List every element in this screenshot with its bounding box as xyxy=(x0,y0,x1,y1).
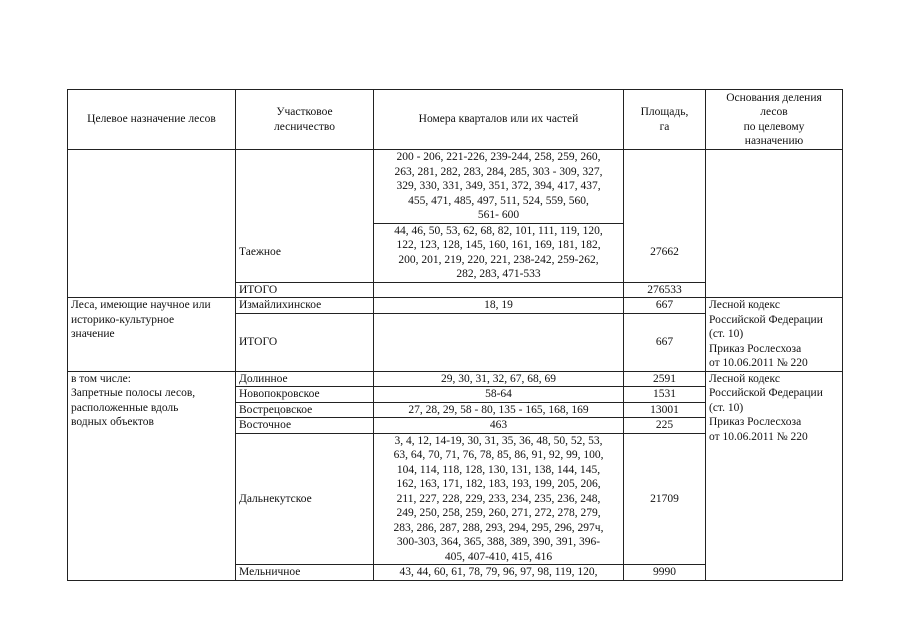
district-name: Новопокровское xyxy=(236,387,374,403)
district-name: Измайлихинское xyxy=(236,298,374,314)
total-area: 276533 xyxy=(624,282,706,298)
quarters-cell-empty xyxy=(374,313,624,371)
area-cell: 1531 xyxy=(624,387,706,403)
district-cell-empty xyxy=(236,150,374,224)
quarters-cell: 43, 44, 60, 61, 78, 79, 96, 97, 98, 119, 120, xyxy=(374,565,624,581)
area-cell: 225 xyxy=(624,418,706,434)
district-name: Дальнекутское xyxy=(236,433,374,565)
district-name: Вострецовское xyxy=(236,402,374,418)
table-row xyxy=(68,298,843,314)
header-purpose: Целевое назначение лесов xyxy=(68,90,236,150)
quarters-cell-empty xyxy=(374,282,624,298)
quarters-cell: 29, 30, 31, 32, 67, 68, 69 xyxy=(374,371,624,387)
basis-cell-empty xyxy=(706,150,843,298)
header-area: Площадь, га xyxy=(624,90,706,150)
quarters-cell: 27, 28, 29, 58 - 80, 135 - 165, 168, 169 xyxy=(374,402,624,418)
header-district: Участковое лесничество xyxy=(236,90,374,150)
purpose-cell: Леса, имеющие научное или историко-культурное значение xyxy=(68,298,236,372)
quarters-cell: 200 - 206, 221-226, 239-244, 258, 259, 260, 263, 281, 282, 283, 284, 285, 303 - 309, 327, 329, 330, 331, 349, 351, 372, 394, 417, 437, 455, 471, 485, 497, 511, 524, 559, 560, 561- 600 xyxy=(374,150,624,224)
total-label: ИТОГО xyxy=(236,313,374,371)
purpose-cell: в том числе: Запретные полосы лесов, расположенные вдоль водных объектов xyxy=(68,371,236,580)
area-cell: 13001 xyxy=(624,402,706,418)
district-name: Восточное xyxy=(236,418,374,434)
basis-cell: Лесной кодекс Российской Федерации (ст. 10) Приказ Рослесхоза от 10.06.2011 № 220 xyxy=(706,298,843,372)
quarters-cell: 463 xyxy=(374,418,624,434)
quarters-cell: 58-64 xyxy=(374,387,624,403)
area-cell: 27662 xyxy=(624,223,706,282)
basis-cell: Лесной кодекс Российской Федерации (ст. 10) Приказ Рослесхоза от 10.06.2011 № 220 xyxy=(706,371,843,580)
area-cell: 2591 xyxy=(624,371,706,387)
district-name: Мельничное xyxy=(236,565,374,581)
header-basis: Основания деления лесов по целевому назначению xyxy=(706,90,843,150)
area-cell: 667 xyxy=(624,298,706,314)
quarters-cell: 44, 46, 50, 53, 62, 68, 82, 101, 111, 119, 120, 122, 123, 128, 145, 160, 161, 169, 181, 182, 200, 201, 219, 220, 221, 238-242, 259-262, 282, 283, 471-533 xyxy=(374,223,624,282)
total-label: ИТОГО xyxy=(236,282,374,298)
district-name: Долинное xyxy=(236,371,374,387)
district-name: Таежное xyxy=(236,223,374,282)
area-cell: 21709 xyxy=(624,433,706,565)
quarters-cell: 18, 19 xyxy=(374,298,624,314)
forest-purpose-table xyxy=(67,89,843,581)
header-quarters: Номера кварталов или их частей xyxy=(374,90,624,150)
area-cell: 9990 xyxy=(624,565,706,581)
table-row xyxy=(68,150,843,224)
purpose-cell-empty xyxy=(68,150,236,298)
table-header-row xyxy=(68,90,843,150)
table-row xyxy=(68,371,843,387)
quarters-cell: 3, 4, 12, 14-19, 30, 31, 35, 36, 48, 50, 52, 53, 63, 64, 70, 71, 76, 78, 85, 86, 91, 92, 99, 100, 104, 114, 118, 128, 130, 131, 138, 144, 145, 162, 163, 171, 182, 183, 193, 199, 205, 206, 211, 227, 228, 229, 233, 234, 235, 236, 248, 249, 250, 258, 259, 260, 271, 272, 278, 279, 283, 286, 287, 288, 293, 294, 295, 296, 297ч, 300-303, 364, 365, 388, 389, 390, 391, 396- 405, 407-410, 415, 416 xyxy=(374,433,624,565)
total-area: 667 xyxy=(624,313,706,371)
area-cell-empty xyxy=(624,150,706,224)
